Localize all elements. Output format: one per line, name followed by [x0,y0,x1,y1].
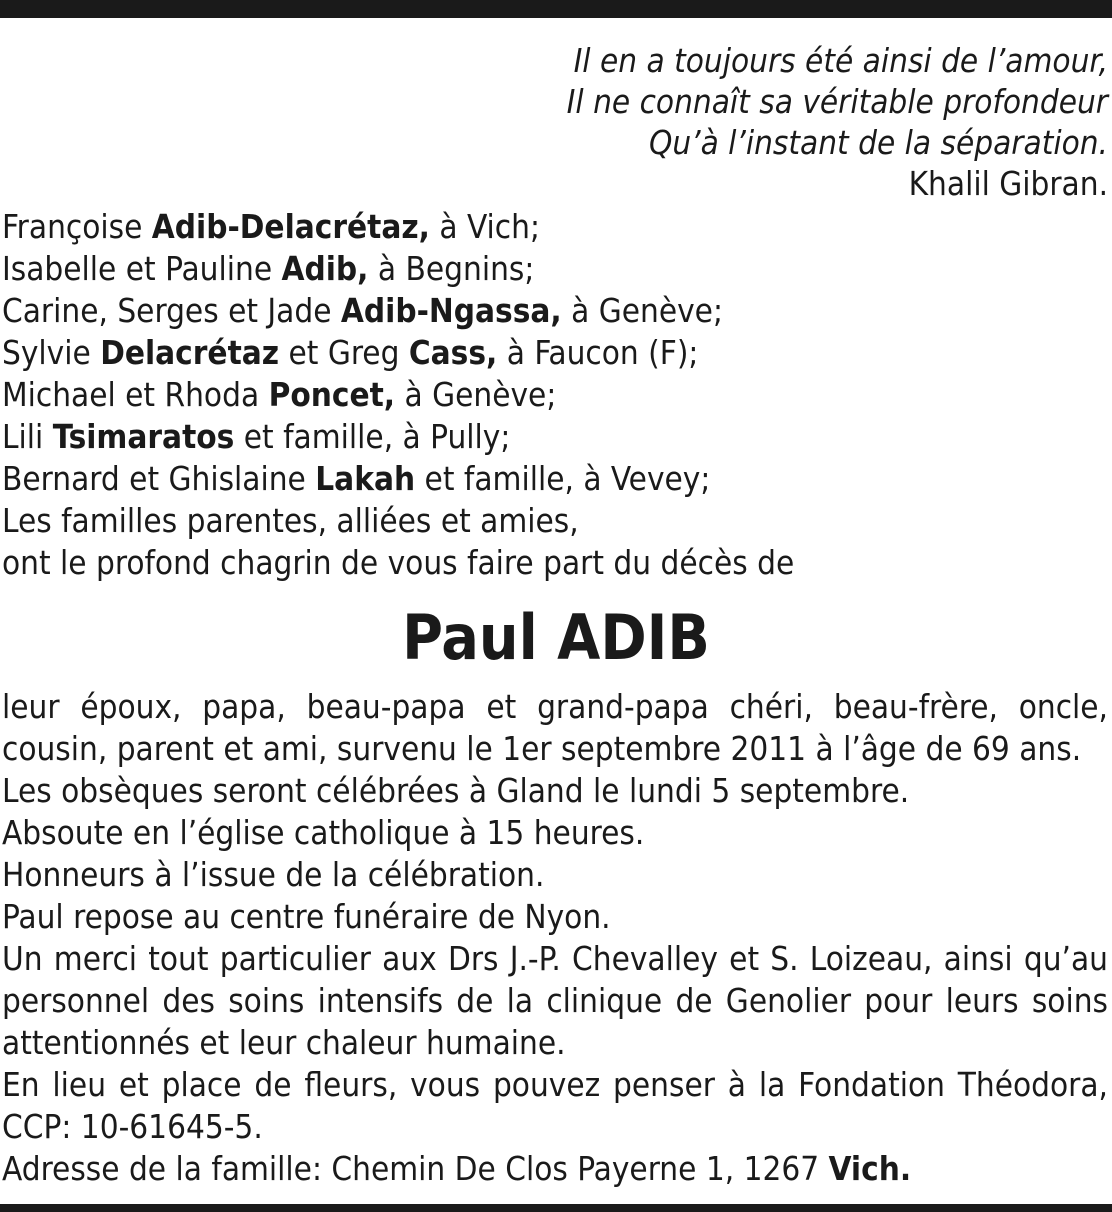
absolution-line: Absoute en l’église catholique à 15 heures. [2,813,645,852]
family-member [2,332,1108,374]
notice-body [2,686,1108,1190]
epigraph-line: Il ne connaît sa véritable profondeur [566,82,1108,121]
family-text: à Vich; [429,207,540,246]
family-surname: Lakah [315,459,416,498]
family-surname: Tsimaratos [52,417,235,456]
epigraph-author: Khalil Gibran. [908,164,1108,203]
address-text: Adresse de la famille: Chemin De Clos Payerne 1, 1267 [2,1149,829,1188]
family-text: Françoise [2,207,152,246]
funeral-line: Les obsèques seront célébrées à Gland le lundi 5 septembre. [2,771,910,810]
family-text: Michael et Rhoda [2,375,269,414]
family-text: Carine, Serges et Jade [2,291,341,330]
family-closing-line: ont le profond chagrin de vous faire part du décès de [2,543,795,582]
epigraph [567,40,1108,204]
honours-line: Honneurs à l’issue de la célébration. [2,855,545,894]
family-text: à Genève; [395,375,557,414]
family-text: Lili [2,417,53,456]
address-town: Vich. [828,1149,912,1188]
address-line [2,1148,1108,1190]
family-text: et famille, à Pully; [234,417,511,456]
flowers-paragraph: En lieu et place de fleurs, vous pouvez penser à la Fondation Théodora, CCP: 10-61645-5. [2,1065,1108,1146]
family-surname: Adib-Delacrétaz, [151,207,430,246]
family-closing-line: Les familles parentes, alliées et amies, [2,501,579,540]
family-text: Bernard et Ghislaine [2,459,316,498]
family-surname: Poncet, [268,375,396,414]
family-member [2,290,1108,332]
epigraph-line: Qu’à l’instant de la séparation. [648,123,1108,162]
deceased-name: Paul ADIB [402,601,710,674]
top-rule [0,0,1112,18]
bottom-rule [0,1204,1112,1212]
thanks-paragraph: Un merci tout particulier aux Drs J.-P. Chevalley et S. Loizeau, ainsi qu’au personnel des soins intensifs de la clinique de Genolier pour leurs soins attentionnés et leur chaleur humaine. [2,939,1108,1062]
family-member [2,206,1108,248]
family-text: à Faucon (F); [497,333,699,372]
family-member [2,248,1108,290]
family-text: et famille, à Vevey; [415,459,711,498]
family-surname: Cass, [408,333,498,372]
repose-line: Paul repose au centre funéraire de Nyon. [2,897,611,936]
family-text: Isabelle et Pauline [2,249,282,288]
family-text: à Begnins; [368,249,535,288]
epigraph-line: Il en a toujours été ainsi de l’amour, [573,41,1108,80]
family-list [2,206,1108,584]
family-text: à Genève; [561,291,723,330]
family-member [2,416,1108,458]
family-surname: Adib, [281,249,369,288]
relation-paragraph: leur époux, papa, beau-papa et grand-papa chéri, beau-frère, oncle, cousin, parent et ami, survenu le 1er septembre 2011 à l’âge de 69 ans. [2,687,1108,768]
family-member [2,458,1108,500]
family-text: Sylvie [2,333,101,372]
family-surname: Delacrétaz [100,333,280,372]
family-member [2,374,1108,416]
family-text: et Greg [279,333,409,372]
family-surname: Adib-Ngassa, [340,291,562,330]
